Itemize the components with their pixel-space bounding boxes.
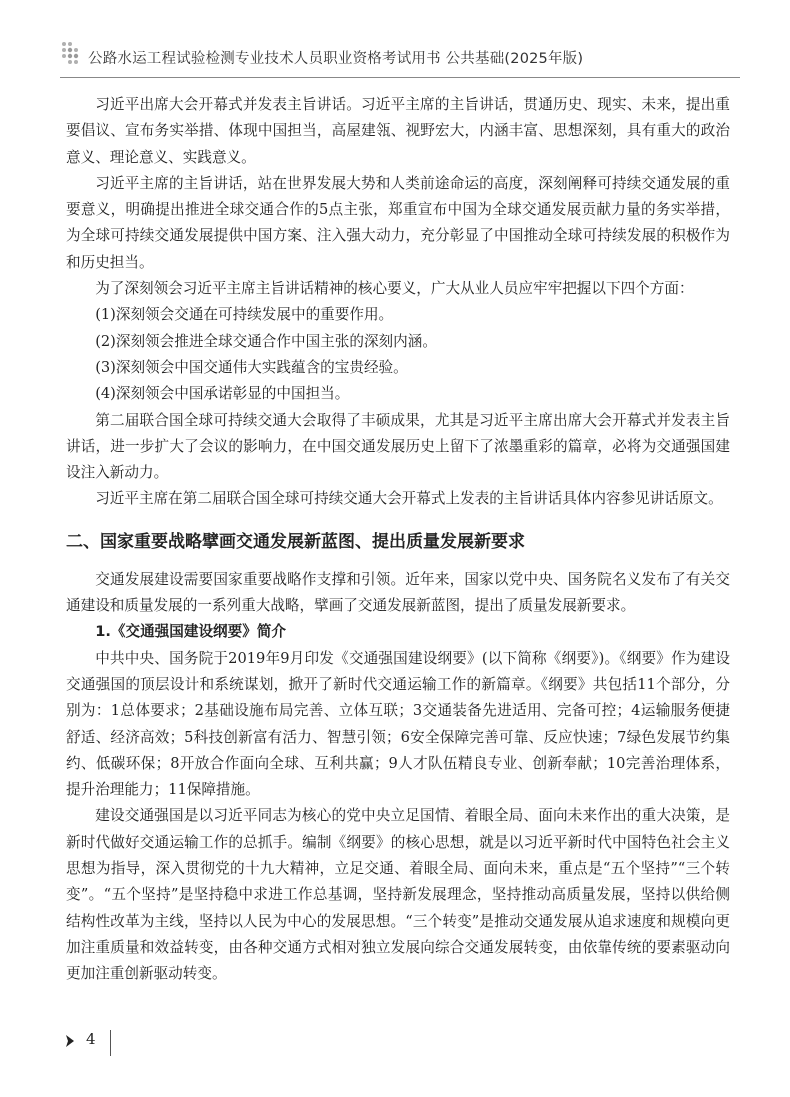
page-footer <box>64 1030 264 1060</box>
paragraph: 中共中央、国务院于2019年9月印发《交通强国建设纲要》(以下简称《纲要》)。《纲要》作为建设交通强国的顶层设计和系统谋划，掀开了新时代交通运输工作的新篇章。《纲要》共包括11个部分，分别为：1总体要求；2基础设施布局完善、立体互联；3交通装备先进适用、完备可控；4运输服务便捷舒适、经济高效；5科技创新富有活力、智慧引领；6安全保障完善可靠、反应快速；7绿色发展节约集约、低碳环保；8开放合作面向全球、互利共赢；9人才队伍精良专业、创新奉献；10完善治理体系，提升治理能力；11保障措施。 <box>66 649 730 799</box>
section-heading: 二、国家重要战略擘画交通发展新蓝图、提出质量发展新要求 <box>66 531 525 552</box>
header-divider <box>60 77 740 78</box>
page-body <box>66 92 730 988</box>
subsection-heading: 1.《交通强国建设纲要》简介 <box>95 623 287 641</box>
footer-divider <box>110 1030 111 1056</box>
list-item: (3)深刻领会中国交通伟大实践蕴含的宝贵经验。 <box>95 358 408 376</box>
paragraph: 建设交通强国是以习近平同志为核心的党中央立足国情、着眼全局、面向未来作出的重大决策，是新时代做好交通运输工作的总抓手。编制《纲要》的核心思想，就是以习近平新时代中国特色社会主义思想为指导，深入贯彻党的十九大精神，立足交通、着眼全局、面向未来，重点是“五个坚持”“三个转变”。“五个坚持”是坚持稳中求进工作总基调，坚持新发展理念，坚持推动高质量发展，坚持以供给侧结构性改革为主线，坚持以人民为中心的发展思想。“三个转变”是推动交通发展从追求速度和规模向更加注重质量和效益转变，由各种交通方式相对独立发展向综合交通发展转变，由依靠传统的要素驱动向更加注重创新驱动转变。 <box>66 807 730 983</box>
paragraph: 第二届联合国全球可持续交通大会取得了丰硕成果，尤其是习近平主席出席大会开幕式并发表主旨讲话，进一步扩大了会议的影响力，在中国交通发展历史上留下了浓墨重彩的篇章，必将为交通强国建设注入新动力。 <box>66 411 730 482</box>
paragraph: 习近平主席在第二届联合国全球可持续交通大会开幕式上发表的主旨讲话具体内容参见讲话原文。 <box>95 490 723 508</box>
paragraph: 交通发展建设需要国家重要战略作支撑和引领。近年来，国家以党中央、国务院名义发布了有关交通建设和质量发展的一系列重大战略，擘画了交通发展新蓝图，提出了质量发展新要求。 <box>66 570 730 615</box>
list-item: (1)深刻领会交通在可持续发展中的重要作用。 <box>95 306 394 324</box>
list-item: (4)深刻领会中国承诺彰显的中国担当。 <box>95 385 350 403</box>
paragraph: 习近平出席大会开幕式并发表主旨讲话。习近平主席的主旨讲话，贯通历史、现实、未来，提出重要倡议、宣布务实举措、体现中国担当，高屋建瓴、视野宏大，内涵丰富、思想深刻，具有重大的政治意义、理论意义、实践意义。 <box>66 96 730 166</box>
list-item: (2)深刻领会推进全球交通合作中国主张的深刻内涵。 <box>95 332 437 350</box>
paragraph: 为了深刻领会习近平主席主旨讲话精神的核心要义，广大从业人员应牢牢把握以下四个方面： <box>95 280 694 298</box>
chevron-right-icon <box>64 1032 76 1050</box>
page-number: 4 <box>86 1030 96 1048</box>
header-title: 公路水运工程试验检测专业技术人员职业资格考试用书 公共基础(2025年版) <box>88 51 584 67</box>
running-header <box>60 40 740 80</box>
paragraph: 习近平主席的主旨讲话，站在世界发展大势和人类前途命运的高度，深刻阐释可持续交通发展的重要意义，明确提出推进全球交通合作的5点主张，郑重宣布中国为全球交通发展贡献力量的务实举措，为全球可持续交通发展提供中国方案、注入强大动力，充分彰显了中国推动全球可持续发展的积极作为和历史担当。 <box>66 174 730 271</box>
dot-grid-logo-icon <box>60 40 84 68</box>
